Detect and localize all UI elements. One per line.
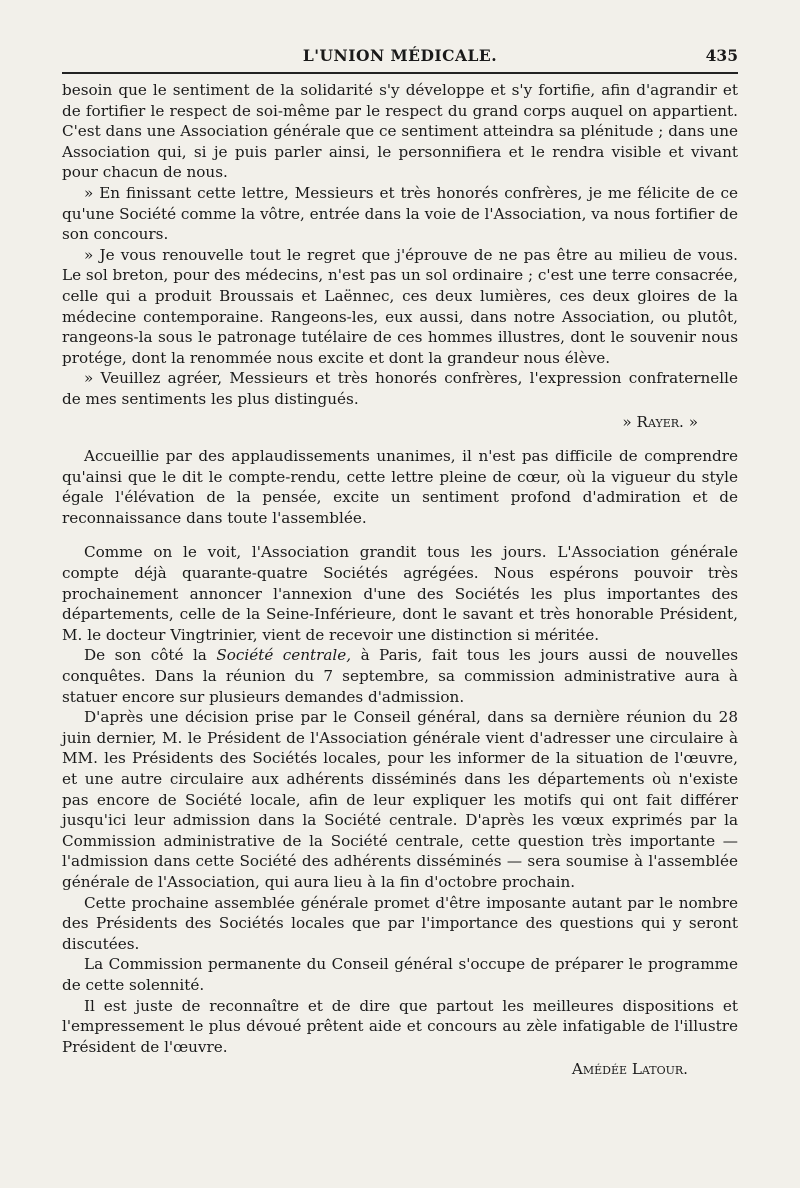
paragraph: » Veuillez agréer, Messieurs et très honorés confrères, l'expression confraternelle de mes sentiments les plus distingués. bbox=[62, 369, 738, 408]
article-body bbox=[62, 80, 738, 1080]
paragraph: D'après une décision prise par le Conseil général, dans sa dernière réunion du 28 juin dernier, M. le Président de l'Association générale vient d'adresser une circulaire à MM. les Présidents des Sociétés locales, pour les informer de la situation de l'œuvre, et une autre circulaire aux adhérents disséminés dans les départements où n'existe pas encore de Société locale, afin de leur expliquer les motifs qui ont fait différer jusqu'ici leur admission dans la Société centrale. D'après les vœux exprimés par la Commission administrative de la Société centrale, cette question très importante — l'admission dans cette Société des adhérents disséminés — sera soumise à l'assemblée générale de l'Association, qui aura lieu à la fin d'octobre prochain. bbox=[62, 708, 738, 891]
paragraph bbox=[62, 645, 738, 707]
text-run: à Paris, fait tous les jours aussi de nouvelles conquêtes. Dans la réunion du 7 septembre, sa commission administrative aura à statuer encore sur plusieurs demandes d'admission. bbox=[62, 646, 739, 706]
paragraph: » Je vous renouvelle tout le regret que j'éprouve de ne pas être au milieu de vous. Le sol breton, pour des médecins, n'est pas un sol ordinaire ; c'est une terre consacrée, celle qui a produit Broussais et Laënnec, ces deux lumières, ces deux gloires de la médecine contemporaine. Rangeons-les, eux aussi, dans notre Association, ou plutôt, rangeons-la sous le patronage tutélaire de ces hommes illustres, dont le souvenir nous protége, dont la renommée nous excite et dont la grandeur nous élève. bbox=[62, 245, 738, 367]
paragraph: Accueillie par des applaudissements unanimes, il n'est pas difficile de comprendre qu'ainsi que le dit le compte-rendu, cette lettre pleine de cœur, où la vigueur du style égale l'élévation de la pensée, excite un sentiment profond d'admiration et de reconnaissance dans toute l'assemblée. bbox=[62, 447, 738, 527]
paragraph: La Commission permanente du Conseil général s'occupe de préparer le programme de cette solennité. bbox=[62, 955, 738, 994]
text-run: De son côté la bbox=[84, 646, 207, 665]
paragraph: Il est juste de reconnaître et de dire que partout les meilleures dispositions et l'empressement le plus dévoué prêtent aide et concours au zèle infatigable de l'illustre Président de l'œuvre. bbox=[62, 996, 738, 1056]
header-rule bbox=[62, 72, 738, 74]
paragraph: Cette prochaine assemblée générale promet d'être imposante autant par le nombre des Présidents des Sociétés locales que par l'importance des questions qui y seront discutées. bbox=[62, 893, 738, 953]
paragraph: » En finissant cette lettre, Messieurs et très honorés confrères, je me félicite de ce qu'une Société comme la vôtre, entrée dans la voie de l'Association, va nous fortifier de son concours. bbox=[62, 183, 738, 244]
journal-title: L'UNION MÉDICALE. bbox=[302, 46, 498, 65]
running-header bbox=[62, 42, 738, 72]
author-signature: Amédée Latour. bbox=[571, 1060, 688, 1079]
page-number: 435 bbox=[705, 46, 738, 65]
paragraph: Comme on le voit, l'Association grandit tous les jours. L'Association générale compte déjà quarante-quatre Sociétés agrégées. Nous espérons pouvoir très prochainement annoncer l'annexion d'une des Sociétés les plus importantes des départements, celle de la Seine-Inférieure, dont le savant et très honorable Président, M. le docteur Vingtrinier, vient de recevoir une distinction si méritée. bbox=[62, 543, 738, 644]
emphasis: Société centrale, bbox=[216, 646, 352, 665]
letter-signature: » Rayer. » bbox=[622, 412, 698, 431]
paragraph-continuation: besoin que le sentiment de la solidarité s'y développe et s'y fortifie, afin d'agrandir et de fortifier le respect de soi-même par le respect du grand corps auquel on appartient. C'est dans une Association générale que ce sentiment atteindra sa plénitude ; dans une Association qui, si je puis parler ainsi, le personnifiera et le rendra visible et vivant pour chacun de nous. bbox=[62, 81, 738, 182]
